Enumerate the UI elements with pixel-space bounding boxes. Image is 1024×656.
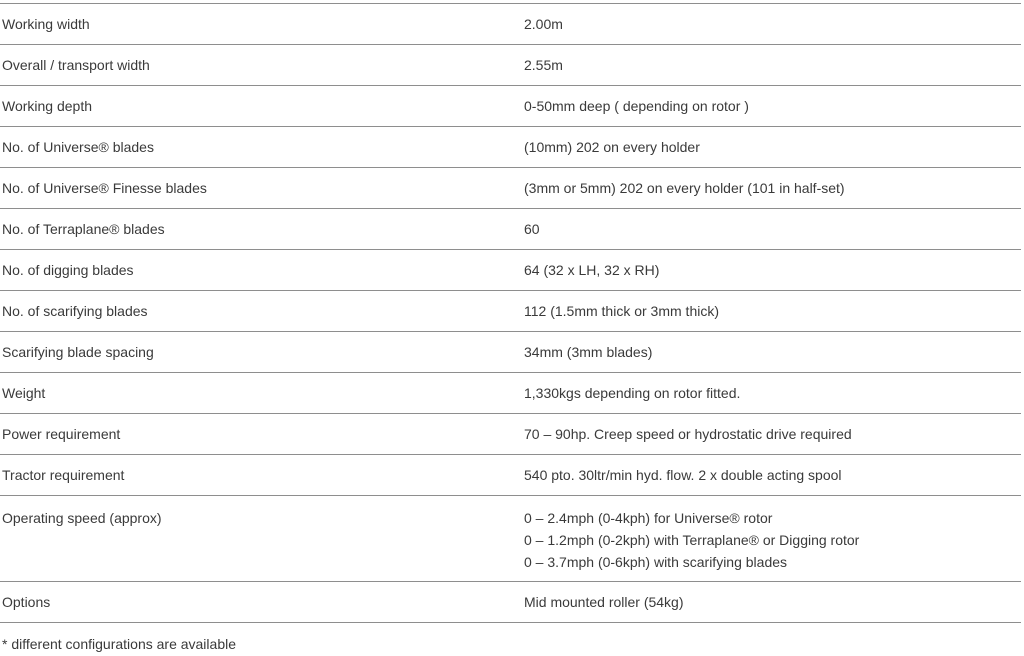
table-row — [0, 291, 1021, 332]
table-row-options — [0, 582, 1021, 623]
table-row-operating-speed — [0, 496, 1021, 582]
footnote: * different configurations are available — [2, 636, 237, 652]
spec-label: No. of digging blades — [2, 262, 134, 278]
table-row — [0, 209, 1021, 250]
table-row — [0, 414, 1021, 455]
table-row — [0, 45, 1021, 86]
spec-label: Working depth — [2, 98, 93, 114]
spec-value: 34mm (3mm blades) — [524, 344, 653, 360]
speed-line: 0 – 2.4mph (0-4kph) for Universe® rotor — [524, 510, 773, 526]
spec-label: No. of Universe® blades — [2, 139, 154, 155]
spec-label: Weight — [2, 385, 46, 401]
spec-label: Working width — [2, 16, 90, 32]
spec-value: (10mm) 202 on every holder — [524, 139, 700, 155]
table-row — [0, 455, 1021, 496]
table-row — [0, 168, 1021, 209]
spec-value: (3mm or 5mm) 202 on every holder (101 in half-set) — [524, 180, 845, 196]
spec-value: 64 (32 x LH, 32 x RH) — [524, 262, 660, 278]
spec-value: 2.00m — [524, 16, 563, 32]
table-row — [0, 332, 1021, 373]
spec-label: Options — [2, 594, 51, 610]
speed-line: 0 – 1.2mph (0-2kph) with Terraplane® or Digging rotor — [524, 532, 860, 548]
spec-label: No. of Universe® Finesse blades — [2, 180, 207, 196]
spec-value: 2.55m — [524, 57, 563, 73]
table-row — [0, 373, 1021, 414]
spec-value: 0-50mm deep ( depending on rotor ) — [524, 98, 749, 114]
table-row — [0, 127, 1021, 168]
spec-value: 70 – 90hp. Creep speed or hydrostatic drive required — [524, 426, 852, 442]
speed-line: 0 – 3.7mph (0-6kph) with scarifying blades — [524, 554, 788, 570]
spec-label: Operating speed (approx) — [2, 510, 162, 526]
spec-label: Tractor requirement — [2, 467, 125, 483]
spec-label: No. of scarifying blades — [2, 303, 148, 319]
spec-value: Mid mounted roller (54kg) — [524, 594, 684, 610]
spec-label: Overall / transport width — [2, 57, 150, 73]
spec-table — [0, 3, 1021, 623]
spec-value: 540 pto. 30ltr/min hyd. flow. 2 x double acting spool — [524, 467, 842, 483]
spec-label: No. of Terraplane® blades — [2, 221, 165, 237]
spec-value: 1,330kgs depending on rotor fitted. — [524, 385, 741, 401]
table-row — [0, 86, 1021, 127]
table-row — [0, 250, 1021, 291]
spec-label: Scarifying blade spacing — [2, 344, 154, 360]
spec-value: 112 (1.5mm thick or 3mm thick) — [524, 303, 720, 319]
spec-value: 60 — [524, 221, 540, 237]
spec-label: Power requirement — [2, 426, 121, 442]
spec-value-multiline — [524, 496, 1021, 581]
table-row — [0, 4, 1021, 45]
